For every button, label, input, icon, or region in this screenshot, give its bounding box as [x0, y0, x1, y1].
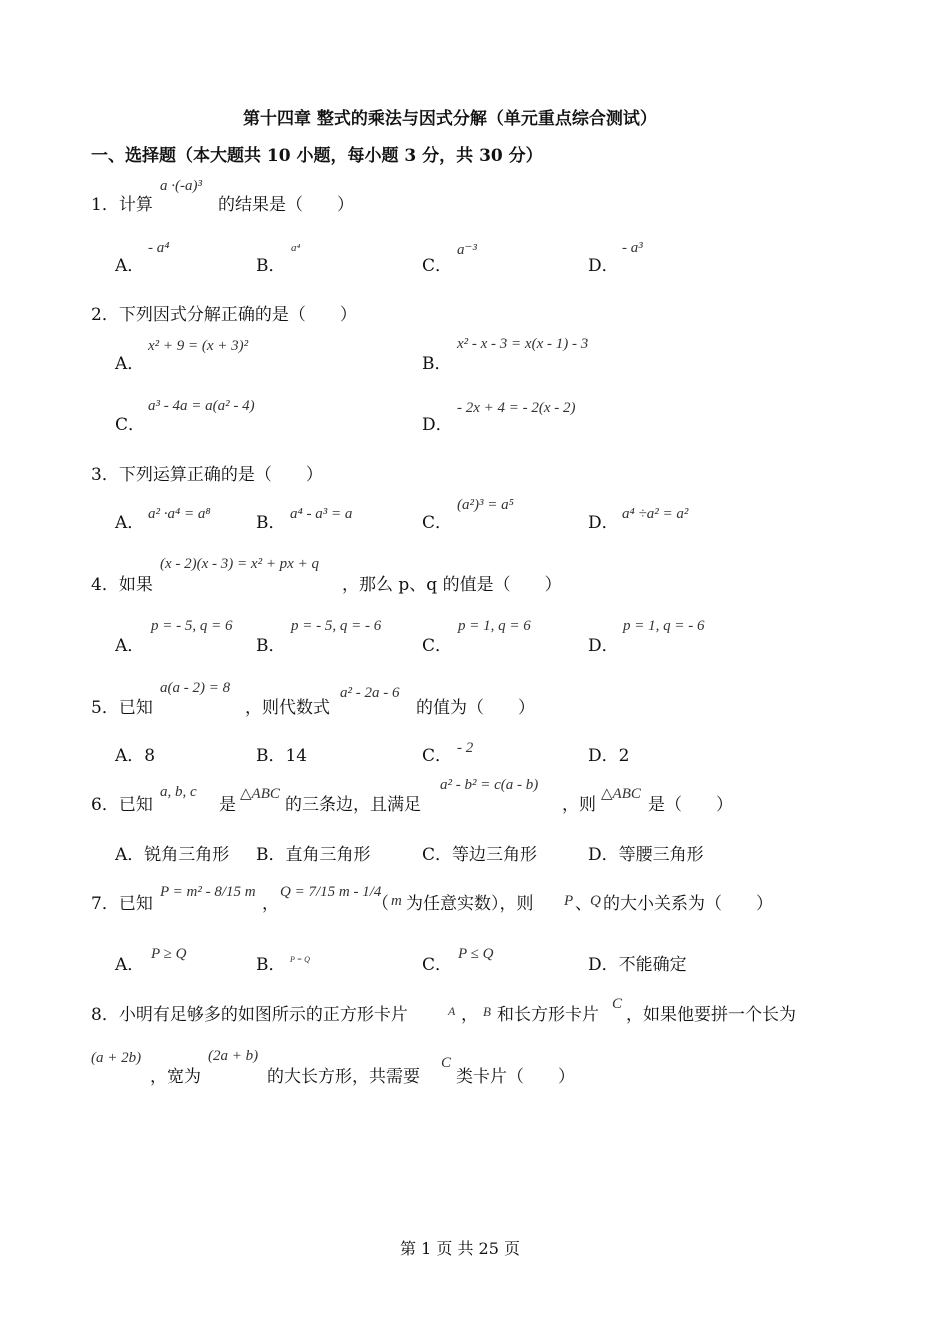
question-4-text: 4．如果 [91, 575, 153, 595]
question-8-text-2: ， [461, 1005, 478, 1025]
question-5-expression-2: a² - 2a - 6 [340, 685, 400, 701]
question-1-expression: a ·(-a)³ [160, 178, 202, 194]
option-label: B．直角三角形 [256, 845, 371, 865]
option-label: D．不能确定 [588, 955, 687, 975]
option-label: C． [422, 955, 453, 975]
question-7-text: 7．已知 [91, 894, 153, 914]
option-label: D．2 [588, 746, 630, 766]
question-5-text: 5．已知 [91, 698, 153, 718]
option-label: D． [588, 636, 619, 656]
option-label: B． [422, 354, 452, 374]
question-6-condition: a² - b² = c(a - b) [440, 777, 539, 793]
option-math: P ≤ Q [458, 946, 494, 962]
option-label: A．8 [115, 746, 156, 766]
option-label: A． [115, 955, 145, 975]
option-label: C． [115, 415, 146, 435]
question-2-text: 2．下列因式分解正确的是（ ） [91, 305, 357, 325]
option-math: P = Q [290, 955, 310, 964]
question-6-sides: a, b, c [160, 784, 197, 800]
option-label: C． [422, 513, 453, 533]
option-math: a² ·a⁴ = a⁸ [148, 506, 211, 522]
option-label: A．锐角三角形 [115, 845, 230, 865]
question-8-text-end: 类卡片（ ） [456, 1067, 575, 1087]
question-1-text-end: 的结果是（ ） [218, 195, 354, 215]
option-label: A． [115, 354, 145, 374]
question-6-text-end: 是（ ） [648, 795, 733, 815]
question-8-width: (2a + b) [208, 1048, 259, 1064]
page-footer: 第 1 页 共 25 页 [400, 1239, 520, 1258]
question-6-text-2: 是 [219, 795, 236, 815]
option-label: C． [422, 746, 453, 766]
question-7-q: Q [590, 893, 601, 909]
option-math: (a²)³ = a⁵ [457, 497, 514, 513]
option-math: p = 1, q = 6 [458, 618, 531, 634]
option-math: a³ - 4a = a(a² - 4) [148, 398, 255, 414]
question-6-text-3: 的三条边，且满足 [285, 795, 421, 815]
question-6-triangle: △ABC [240, 786, 280, 802]
question-8-text-6: 的大长方形，共需要 [267, 1067, 420, 1087]
question-7-p-expression: P = m² - 8/15 m [160, 884, 256, 900]
question-4-text-end: ，那么 p、q 的值是（ ） [342, 575, 562, 595]
question-6-text-4: ，则 [562, 795, 596, 815]
option-label: D． [422, 415, 453, 435]
option-math: x² + 9 = (x + 3)² [148, 338, 249, 354]
question-7-p: P [564, 893, 574, 909]
question-5-text-end: 的值为（ ） [416, 698, 535, 718]
option-label: C．等边三角形 [422, 845, 538, 865]
option-math: P ≥ Q [151, 946, 187, 962]
question-8-text-3: 和长方形卡片 [497, 1005, 599, 1025]
option-math: - 2 [457, 740, 474, 756]
option-label: D． [588, 256, 619, 276]
option-label: B．14 [256, 746, 308, 766]
option-label: B． [256, 513, 286, 533]
question-8-card-c-2: C [441, 1055, 452, 1071]
question-6-text: 6．已知 [91, 795, 153, 815]
option-label: A． [115, 636, 145, 656]
option-math: - 2x + 4 = - 2(x - 2) [457, 400, 576, 416]
page-title: 第十四章 整式的乘法与因式分解（单元重点综合测试） [243, 109, 657, 129]
question-4-expression: (x - 2)(x - 3) = x² + px + q [160, 556, 319, 572]
question-7-text-5: 、 [575, 894, 592, 914]
option-math: - a³ [622, 240, 643, 256]
option-label: C． [422, 256, 453, 276]
question-7-text-3: （ [372, 894, 389, 914]
option-label: A． [115, 513, 145, 533]
question-6-triangle-2: △ABC [601, 786, 641, 802]
question-7-text-end: 的大小关系为（ ） [603, 894, 773, 914]
option-label: B． [256, 636, 286, 656]
question-8-text: 8．小明有足够多的如图所示的正方形卡片 [91, 1005, 408, 1025]
question-5-text-mid: ，则代数式 [245, 698, 330, 718]
option-math: a⁴ [291, 242, 301, 254]
option-label: B． [256, 256, 286, 276]
option-math: - a⁴ [148, 240, 170, 256]
option-math: a⁴ ÷a² = a² [622, 506, 689, 522]
question-7-text-2: ， [262, 894, 279, 914]
option-label: D．等腰三角形 [588, 845, 704, 865]
question-5-expression: a(a - 2) = 8 [160, 680, 231, 696]
option-label: C． [422, 636, 453, 656]
question-1-text: 1．计算 [91, 195, 153, 215]
option-label: A． [115, 256, 145, 276]
question-3-text: 3．下列运算正确的是（ ） [91, 465, 323, 485]
question-8-card-c: C [612, 996, 623, 1012]
question-8-text-4: ，如果他要拼一个长为 [626, 1005, 796, 1025]
question-8-card-b: B [483, 1004, 491, 1019]
question-7-text-4: 为任意实数），则 [406, 894, 534, 914]
option-label: D． [588, 513, 619, 533]
option-math: a⁴ - a³ = a [290, 506, 353, 522]
question-8-text-5: ，宽为 [150, 1067, 201, 1087]
question-8-card-a: A [448, 1004, 456, 1018]
question-8-length: (a + 2b) [91, 1050, 142, 1066]
option-math: p = 1, q = - 6 [623, 618, 705, 634]
section-header: 一、选择题（本大题共 10 小题，每小题 3 分，共 30 分） [91, 146, 543, 166]
option-math: a⁻³ [457, 242, 477, 258]
option-math: x² - x - 3 = x(x - 1) - 3 [457, 336, 589, 352]
option-label: B． [256, 955, 286, 975]
option-math: p = - 5, q = - 6 [291, 618, 382, 634]
question-7-m: m [391, 893, 402, 909]
question-7-q-expression: Q = 7/15 m - 1/4 [280, 884, 382, 900]
option-math: p = - 5, q = 6 [151, 618, 233, 634]
